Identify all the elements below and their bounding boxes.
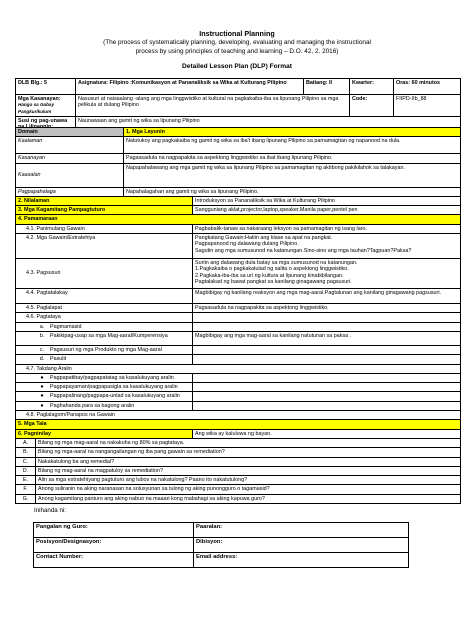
pagninilay-label: 6. Pagninilay <box>16 429 193 438</box>
kwarter: Kwarter: <box>350 79 394 95</box>
aralin-item-label: Pagpapalinang/pagpapa-unlad sa kasalukuyang aralin <box>50 393 180 400</box>
reflection-text: Bilang ng mga mag-aaral na nakakuha ng 80% sa pagtataya. <box>36 438 461 447</box>
oras: Oras: 60 minutos <box>394 79 461 95</box>
kasanayan-domain-text: Pagsasadula na nagpapakita sa aspektong linggwistiko sa ibat ibang lipunang Pilipino. <box>124 154 461 163</box>
step-label: 4.3. Pagsusuri <box>16 259 193 289</box>
guro-field: Pangalan ng Guro: <box>34 523 194 538</box>
step-line: Pagtalakad ng bawat pangkat sa kanilang ginagawang pagsusuri. <box>195 278 352 285</box>
step-line: Suriin ang dalawang dula batay sa mga sumusunod na katanungan. <box>195 260 358 267</box>
pagtataya-b-label: Pakikipag-usap sa mga Mag-aaral/Kumperensiya <box>50 332 168 339</box>
step-text: Magbibigay ng kanilang reaksyon ang mga mag-aaral.Pagtalunan ang kanilang ginagawang pagsusuri. <box>193 289 461 304</box>
aralin-item-label: Paghahanda para sa bagong aralin <box>50 402 135 409</box>
step-line: Pangkatang Gawain:Hatiin ang klase sa apat na pangkat. <box>195 235 333 242</box>
dibisyon-field: Dibisyon: <box>194 538 409 553</box>
signature-table <box>33 522 409 568</box>
reflection-letter: C. <box>16 457 36 466</box>
email-field: Email address: <box>194 553 409 568</box>
pagtataya-b: b. Pakikipag-usap sa mga Mag-aaral/Kumperensiya <box>16 331 193 345</box>
main-table <box>15 127 461 504</box>
asignatura-label: Asignatura: <box>78 80 108 86</box>
kasanayan-sub: Hango sa Gabay Pangkurikulum <box>18 102 54 114</box>
step-line: 1.Pagkakaiba o pagkakatulad ng salita o aspektong linggwistiko. <box>195 266 349 273</box>
layunin-header: 1. Mga Layunin <box>124 128 461 137</box>
reflection-letter: E. <box>16 476 36 485</box>
step-label: 4.6. Pagtataya <box>16 313 193 322</box>
dlb-number: DLB Blg.: 5 <box>16 79 76 95</box>
step-line: Sagutin ang mga sumusunod na katanungan.Sino-sino ang mga tauhan?Tagpuan?Paksa? <box>195 247 412 254</box>
pagpapahalaga-text: Napahalagahan ang gamit ng wika sa lipunang Pilipino. <box>124 187 461 196</box>
aralin-item-label: Pagpapatibay/pagpapatatag sa kasalukuyang aralin <box>50 374 174 381</box>
susi-value: Naunawaan ang gamit ng wika sa lipunang Pilipino <box>76 116 461 132</box>
reflection-letter: A. <box>16 438 36 447</box>
step-line: 2.Pagkaka-iba-iba sa uri ng kultura at lipunang kinabibilangan. <box>195 272 344 279</box>
nilalaman-value: Introduksyon sa Pananaliksik sa Wika at Kulturang Pilipino <box>193 196 461 205</box>
kaalaman-text: Natutukoy ang pagkakaiba ng gamit ng wika sa iba't ibang lipunang Pilipino sa pamamagitan ng napanood na dula. <box>124 137 461 154</box>
subtitle-line-2: process by using principles of teaching and learning – D.O. 42, 2. 2016) <box>135 48 339 55</box>
pamamaraan-label: 4. Pamamaraan <box>16 215 461 224</box>
step-lines <box>193 234 461 259</box>
reflection-text: Anong suliranin na aking naranasan na solusyunan sa tulong ng aking punongguro o tagamasid? <box>36 485 461 494</box>
paglalagom-label: 4.8. Paglalagom/Panapos na Gawain <box>16 411 461 420</box>
pagtataya-a-value <box>193 322 461 331</box>
pagpapahalaga-label: Pagpapahalaga <box>16 187 124 196</box>
reflection-letter: B. <box>16 448 36 457</box>
kagamitang-label: 3. Mga Kagamitang Pampagtuturo <box>16 206 193 215</box>
dlp-title: Detailed Lesson Plan (DLP) Format <box>182 63 292 70</box>
reflection-text: Bilang ng mag-aaral na magpatuloy sa remediation? <box>36 466 461 475</box>
paaralan-field: Paaralan: <box>194 523 409 538</box>
reflection-letter: G. <box>16 494 36 503</box>
step-lines <box>193 259 461 289</box>
domain-header: Domain <box>16 128 124 137</box>
pagtataya-c-value <box>193 345 461 354</box>
step-label: 4.5. Paglalapat <box>16 304 193 313</box>
aralin-item-value <box>193 373 461 382</box>
step-text: Pagbabalik-tanaw sa nakaraang leksyon sa pamamagitan ng isang laro. <box>193 224 461 233</box>
reflection-text: Bilang ng mga-aaral na nangangailangan ng iba pang gawain sa remediation? <box>36 448 461 457</box>
aralin-item-value <box>193 383 461 392</box>
asignatura-value: Filipino :Komunikasyon at Pananaliksik sa Wika at Kulturang Pilipino <box>109 80 287 86</box>
pagtataya-a-label: Pagmamasid <box>50 323 82 330</box>
info-table <box>15 78 461 132</box>
aralin-item-value <box>193 392 461 401</box>
reflection-letter: F. <box>16 485 36 494</box>
baitang: Baitang: II <box>304 79 350 95</box>
step-line: Pagpapanood ng dalawang dulang Pilipino. <box>195 241 299 248</box>
aralin-item: ● Paghahanda para sa bagong aralin <box>16 401 193 410</box>
pagtataya-d-label: Pasulit <box>50 356 67 363</box>
pagtataya-c-label: Pagsusuri ng mga Produkto ng mga Mag-aaral <box>50 346 162 353</box>
pagtataya-d: d. Pasulit <box>16 355 193 364</box>
kasanayan-label-cell <box>16 95 76 117</box>
pagninilay-value: Ang wika ay kaluluwa ng bayan. <box>193 429 461 438</box>
pagtataya-b-value: Magbibigay ang mga mag-aaral sa kanilang natutunan sa paksa . <box>193 331 461 345</box>
page-subtitle <box>0 38 474 56</box>
posisyon-field: Posisyon/Designasyon: <box>34 538 194 553</box>
tala-label: 5. Mga Tala <box>16 420 461 429</box>
reflection-letter: D. <box>16 466 36 475</box>
pagtataya-d-value <box>193 355 461 364</box>
pagtataya-c: c. Pagsusuri ng mga Produkto ng mga Mag-aaral <box>16 345 193 354</box>
step-text: Pagsasadula na nagpapakita sa aspektong linggwistiko. <box>193 304 461 313</box>
takdang-aralin-label: 4.7. Takdang Aralin <box>16 364 461 373</box>
reflection-text: Anong kagamitang panturo ang aking nabuo na maaari kong mabahagi sa aking kapuwa guro? <box>36 494 461 503</box>
nilalaman-label: 2. Nilalaman <box>16 196 193 205</box>
step-text <box>193 313 461 322</box>
step-label: 4.4. Pagtatalakay <box>16 289 193 304</box>
inihanda-label: Inihanda ni: <box>34 507 66 514</box>
kasanayan-label: Mga Kasanayan: <box>18 96 61 102</box>
code-value: FIIPD-IIb_88 <box>394 95 461 117</box>
pagtataya-a: a. Pagmamasid <box>16 322 193 331</box>
code-label: Code: <box>350 95 394 117</box>
kasanayan-domain-label: Kasanayan <box>16 154 124 163</box>
step-label: 4.2. Mga Gawain/Estratehiya <box>16 234 193 259</box>
susi-label: Susi ng pag-unawa na Lilinangin: <box>16 116 76 132</box>
aralin-item-label: Pagpapayaman/pagpapasigla sa kasalukuyang aralin <box>50 384 178 391</box>
aralin-item: ● Pagpapatibay/pagpapatatag sa kasalukuyang aralin <box>16 373 193 382</box>
subtitle-line-1: (The process of systematically planning, developing, evaluating and managing the instructional <box>103 39 371 46</box>
kaasalan-text: Napapahalawang ang mga gamit ng wika sa lipunang Pilipino sa pamamagitan ng aktibong pakikilahok sa talakayan. <box>124 163 461 187</box>
kagamitang-value: Sangguniang aklat,projector,laptop,speaker,Manila paper,pentel pen <box>193 206 461 215</box>
aralin-item: ● Pagpapayaman/pagpapasigla sa kasalukuyang aralin <box>16 383 193 392</box>
kaalaman-label: Kaalaman <box>16 137 124 154</box>
contact-field: Contact Number: <box>34 553 194 568</box>
reflection-text: Nakakatulong ba ang remedial? <box>36 457 461 466</box>
aralin-item: ● Pagpapalinang/pagpapa-unlad sa kasalukuyang aralin <box>16 392 193 401</box>
page-title: Instructional Planning <box>199 29 275 38</box>
asignatura <box>76 79 304 95</box>
step-label: 4.1. Panimulang Gawain <box>16 224 193 233</box>
reflection-text: Alin sa mga estratehiyang pagtuturo ang lubos na nakatulong? Paano ito nakatutulong? <box>36 476 461 485</box>
kasanayan-value: Nasusuri at naisaalang -alang ang mga linggwistiko at kultural na pagkakaiba-iba sa lipunang Pilipino sa mga pelikula at dulang Pilipino <box>76 95 350 117</box>
kaasalan-label: Kaasalan <box>16 163 124 187</box>
aralin-item-value <box>193 401 461 410</box>
